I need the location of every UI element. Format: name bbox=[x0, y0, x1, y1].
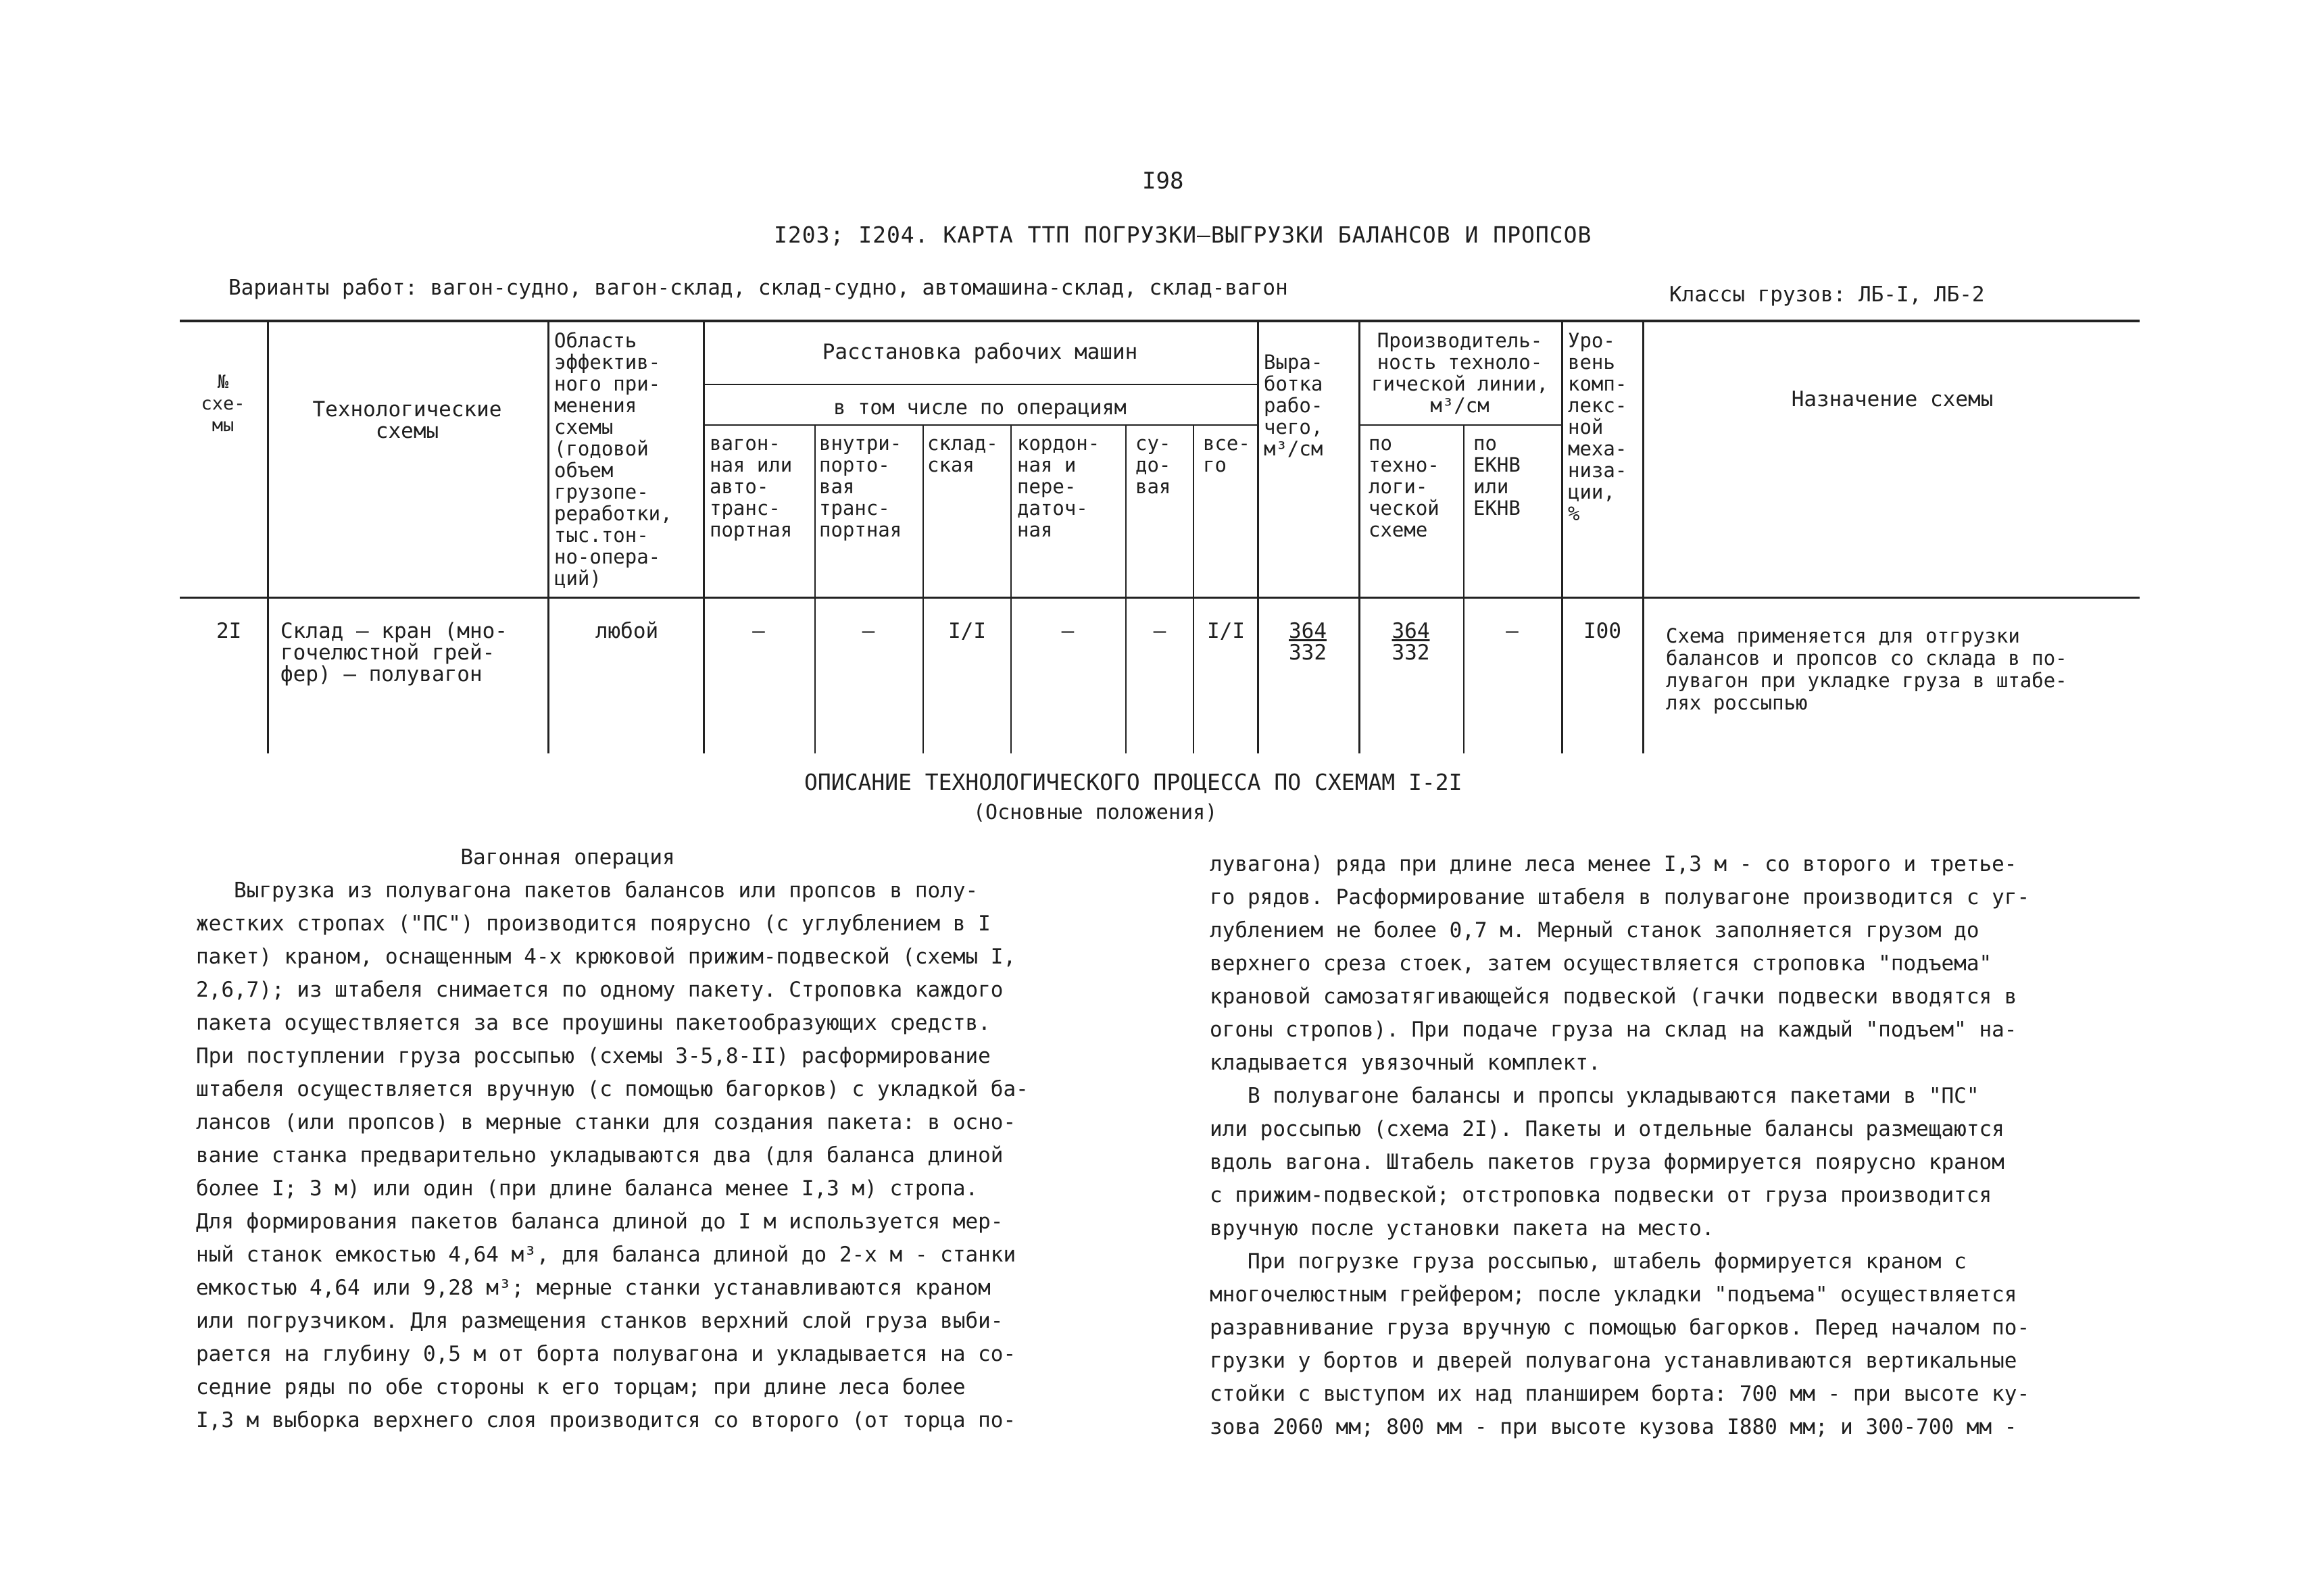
work-variants: Варианты работ: вагон-судно, вагон-склад, склад-судно, автомашина-склад, склад-вагон bbox=[228, 276, 1288, 300]
row-scheme-productivity: 364 332 bbox=[1392, 619, 1430, 665]
text-line: или россыпью (схема 2I). Пакеты и отдельные балансы размещаются bbox=[1210, 1117, 2004, 1141]
text-line: вание станка предварительно укладываются два (для баланса длиной bbox=[196, 1143, 1004, 1168]
text-line: лублением не более 0,7 м. Мерный станок заполняется грузом до bbox=[1210, 918, 1979, 943]
text-line: стойки с выступом их над планширем борта: 700 мм - при высоте ку- bbox=[1210, 1382, 2030, 1406]
v-rule bbox=[1193, 424, 1194, 753]
text-line: вдоль вагона. Штабель пакетов груза формируется поярусно краном bbox=[1210, 1150, 2004, 1174]
text-line: емкостью 4,64 или 9,28 м³; мерные станки устанавливаются краном bbox=[196, 1276, 991, 1300]
v-rule bbox=[1358, 321, 1360, 753]
text-line: зова 2060 мм; 800 мм - при высоте кузова I880 мм; и 300-700 мм - bbox=[1210, 1415, 2017, 1439]
text-line: лансов (или пропсов) в мерные станки для создания пакета: в осно- bbox=[196, 1110, 1016, 1134]
text-line: При поступлении груза россыпью (схемы 3-5,8-II) расформирование bbox=[196, 1044, 991, 1068]
text-line: Для формирования пакетов баланса длиной до I м используется мер- bbox=[196, 1210, 1004, 1234]
header-placement-sub: в том числе по операциям bbox=[833, 396, 1127, 420]
header-by-scheme: по техно- логи- ческой схеме bbox=[1369, 432, 1439, 541]
page-number: I98 bbox=[1142, 168, 1184, 195]
row-purpose: Схема применяется для отгрузки балансов и пропсов со склада в по- лувагон при укладке груза в штабе- лях россыпью bbox=[1666, 624, 2067, 714]
header-level: Уро- вень комп- лекс- ной меха- низа- ции, % bbox=[1568, 329, 1627, 525]
header-placement: Расстановка рабочих машин bbox=[822, 340, 1138, 364]
v-rule bbox=[814, 424, 816, 753]
text-line: В полувагоне балансы и пропсы укладываются пакетами в "ПС" bbox=[1210, 1084, 1979, 1108]
header-wagon: вагон- ная или авто- транс- портная bbox=[710, 432, 793, 541]
left-heading: Вагонная операция bbox=[460, 845, 675, 870]
left-column bbox=[196, 841, 1210, 1437]
section-title: ОПИСАНИЕ ТЕХНОЛОГИЧЕСКОГО ПРОЦЕССА ПО СХЕМАМ I-2I bbox=[804, 769, 1462, 795]
v-rule bbox=[1125, 424, 1127, 753]
table-header-rule bbox=[180, 597, 2140, 599]
text-line: огоны стропов). При подаче груза на склад на каждый "подъем" на- bbox=[1210, 1018, 2017, 1042]
text-line: пакета осуществляется за все проушины пакетообразующих средств. bbox=[196, 1011, 991, 1035]
row-output: 364 332 bbox=[1289, 619, 1327, 665]
row-wagon: – bbox=[752, 619, 765, 643]
placement-rule bbox=[703, 384, 1257, 385]
row-warehouse: I/I bbox=[948, 619, 986, 643]
page-title: I203; I204. КАРТА ТТП ПОГРУЗКИ–ВЫГРУЗКИ БАЛАНСОВ И ПРОПСОВ bbox=[774, 222, 1592, 248]
header-tech: Технологические схемы bbox=[312, 397, 502, 443]
text-line: жестких стропах ("ПС") производится поярусно (с углублением в I bbox=[196, 912, 991, 936]
text-line: разравнивание груза вручную с помощью багорков. Перед началом по- bbox=[1210, 1316, 2030, 1340]
v-rule bbox=[703, 321, 705, 753]
text-line: кладывается увязочный комплект. bbox=[1210, 1051, 1601, 1075]
row-tech: Склад – кран (мно- гочелюстной грей- фер) – полувагон bbox=[280, 619, 508, 687]
text-line: пакет) краном, оснащенным 4-х крюковой прижим-подвеской (схемы I, bbox=[196, 945, 1016, 969]
text-line: или погрузчиком. Для размещения станков верхний слой груза выби- bbox=[196, 1309, 1004, 1333]
text-line: При погрузке груза россыпью, штабель формируется краном с bbox=[1210, 1249, 1967, 1274]
text-line: ный станок емкостью 4,64 м³, для баланса длиной до 2-х м - станки bbox=[196, 1243, 1016, 1267]
text-line: рается на глубину 0,5 м от борта полувагона и укладывается на со- bbox=[196, 1342, 1016, 1366]
text-line: Выгрузка из полувагона пакетов балансов или пропсов в полу- bbox=[196, 878, 979, 903]
v-rule bbox=[1257, 321, 1259, 753]
row-inner: – bbox=[862, 619, 875, 643]
v-rule bbox=[267, 321, 269, 753]
text-line: вручную после установки пакета на место. bbox=[1210, 1216, 1715, 1241]
v-rule bbox=[547, 321, 549, 753]
header-output: Выра- ботка рабо- чего, м³/см bbox=[1264, 351, 1323, 460]
row-ekhnv: – bbox=[1506, 619, 1519, 643]
text-line: верхнего среза стоек, затем осуществляется строповка "подъема" bbox=[1210, 951, 1992, 976]
row-ship: – bbox=[1153, 619, 1166, 643]
text-line: более I; 3 м) или один (при длине баланса менее I,3 м) стропа. bbox=[196, 1176, 979, 1201]
text-line: с прижим-подвеской; отстроповка подвески от груза производится bbox=[1210, 1183, 1992, 1207]
section-subtitle: (Основные положения) bbox=[973, 801, 1218, 824]
right-column bbox=[1210, 848, 2223, 1444]
header-area: Область эффектив- ного при- менения схемы (годовой объем грузопе- реработки, тыс.тон- но-опера- ций) bbox=[554, 329, 672, 590]
row-level: I00 bbox=[1583, 619, 1621, 643]
header-warehouse: склад- ская bbox=[927, 432, 998, 476]
header-productivity: Производитель- ность техноло- гической линии, м³/см bbox=[1371, 329, 1548, 417]
text-line: штабеля осуществляется вручную (с помощью багорков) с укладкой ба- bbox=[196, 1077, 1029, 1101]
productivity-rule bbox=[1358, 424, 1561, 426]
row-num: 2I bbox=[216, 619, 242, 643]
text-line: многочелюстным грейфером; после укладки "подъема" осуществляется bbox=[1210, 1282, 2017, 1307]
v-rule bbox=[1010, 424, 1012, 753]
row-area: любой bbox=[595, 619, 659, 643]
text-line: крановой самозатягивающейся подвеской (гачки подвески вводятся в bbox=[1210, 984, 2017, 1009]
v-rule bbox=[1561, 321, 1563, 753]
row-cordon: – bbox=[1061, 619, 1075, 643]
placement-sub-rule bbox=[703, 424, 1257, 426]
text-line: го рядов. Расформирование штабеля в полувагоне производится с уг- bbox=[1210, 885, 2030, 909]
row-total: I/I bbox=[1207, 619, 1245, 643]
header-num: № схе- мы bbox=[201, 372, 245, 436]
cargo-classes: Классы грузов: ЛБ-I, ЛБ-2 bbox=[1669, 282, 1985, 307]
v-rule bbox=[922, 424, 924, 753]
text-line: седние ряды по обе стороны к его торцам; при длине леса более bbox=[196, 1375, 966, 1399]
header-inner: внутри- порто- вая транс- портная bbox=[819, 432, 902, 541]
text-line: 2,6,7); из штабеля снимается по одному пакету. Строповка каждого bbox=[196, 978, 1004, 1002]
header-purpose: Назначение схемы bbox=[1791, 387, 1994, 412]
table-top-rule bbox=[180, 320, 2140, 322]
text-line: I,3 м выборка верхнего слоя производится со второго (от торца по- bbox=[196, 1408, 1016, 1432]
header-cordon: кордон- ная и пере- даточ- ная bbox=[1017, 432, 1100, 541]
header-total: все- го bbox=[1203, 432, 1250, 476]
v-rule bbox=[1642, 321, 1644, 753]
header-ship: су- до- вая bbox=[1135, 432, 1171, 498]
v-rule bbox=[1463, 424, 1464, 753]
text-line: грузки у бортов и дверей полувагона устанавливаются вертикальные bbox=[1210, 1349, 2017, 1373]
text-line: лувагона) ряда при длине леса менее I,3 м - со второго и третье- bbox=[1210, 852, 2017, 876]
header-by-ekhnv: по ЕКНВ или ЕКНВ bbox=[1473, 432, 1521, 520]
